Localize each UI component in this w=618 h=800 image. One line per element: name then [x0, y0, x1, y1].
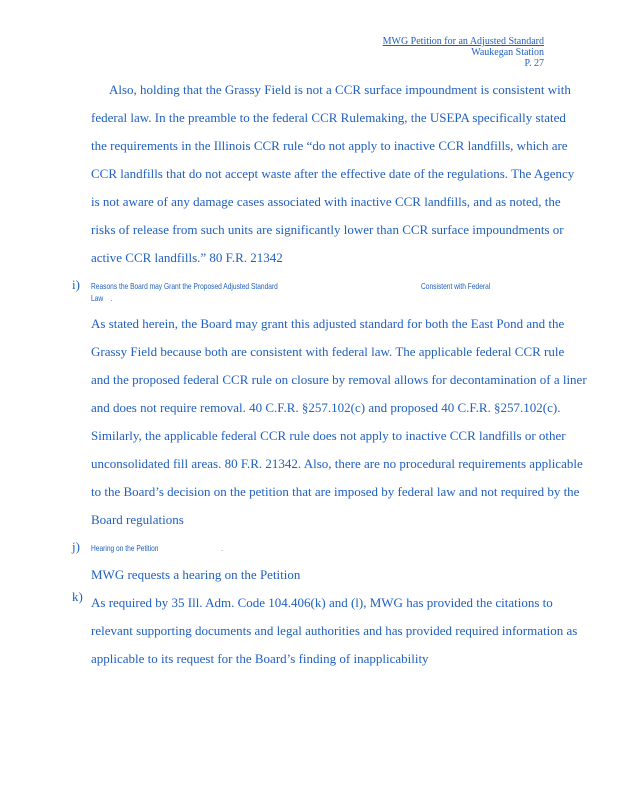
- text-line: MWG requests a hearing on the Petition: [91, 567, 301, 582]
- text-line: relevant supporting documents and legal authorities and has provided required information as: [91, 623, 578, 638]
- text-line: Also, holding that the Grassy Field is not a CCR surface impoundment is consistent with: [109, 82, 571, 97]
- text-line: Grassy Field because both are consistent with federal law. The applicable federal CCR rule: [91, 344, 565, 359]
- text-line: is not aware of any damage cases associated with inactive CCR landfills, and as noted, the: [91, 194, 561, 209]
- text-line: active CCR landfills.” 80 F.R. 21342: [91, 250, 283, 265]
- header-page-number: P. 27: [524, 58, 544, 69]
- section-j-body: [91, 561, 611, 589]
- text-line: Board regulations: [91, 512, 184, 527]
- section-marker-i: i): [72, 277, 80, 292]
- text-line: the requirements in the Illinois CCR rule “do not apply to inactive CCR landfills, which are: [91, 138, 568, 153]
- text-line: to the Board’s decision on the petition that are imposed by federal law and not required by the: [91, 484, 580, 499]
- paragraph-grassy-field: [91, 76, 611, 272]
- section-marker-j: j): [72, 539, 80, 554]
- section-j-heading-text: Hearing on the Petition: [91, 543, 159, 553]
- section-i-body: [91, 310, 611, 534]
- section-i-heading-right: Consistent with Federal: [421, 281, 491, 291]
- section-j-heading: Hearing on the Petition .: [91, 543, 223, 553]
- header-station: Waukegan Station: [471, 47, 544, 58]
- text-line: unconsolidated fill areas. 80 F.R. 21342. Also, there are no procedural requirements applicable: [91, 456, 583, 471]
- section-i-heading-law: Law: [91, 293, 104, 303]
- text-line: and the proposed federal CCR rule on closure by removal allows for decontamination of a liner: [91, 372, 587, 387]
- text-line: As stated herein, the Board may grant this adjusted standard for both the East Pond and the: [91, 316, 565, 331]
- section-i-heading-line2: Law .: [91, 293, 113, 303]
- section-marker-k: k): [72, 589, 83, 604]
- text-line: risks of release from such units are significantly lower than CCR surface impoundments or: [91, 222, 564, 237]
- header-title: MWG Petition for an Adjusted Standard: [382, 36, 544, 47]
- section-k-body: [91, 589, 611, 673]
- text-line: federal law. In the preamble to the federal CCR Rulemaking, the USEPA specifically stated: [91, 110, 566, 125]
- text-line: Similarly, the applicable federal CCR rule does not apply to inactive CCR landfills or other: [91, 428, 566, 443]
- section-i-heading-left: Reasons the Board may Grant the Proposed Adjusted Standard: [91, 281, 278, 291]
- text-line: and does not require removal. 40 C.F.R. §257.102(c) and proposed 40 C.F.R. §257.102(c).: [91, 400, 561, 415]
- text-line: CCR landfills that do not accept waste after the effective date of the regulations. The Agency: [91, 166, 575, 181]
- section-i-heading: [91, 281, 278, 292]
- text-line: applicable to its request for the Board’s finding of inapplicability: [91, 651, 429, 666]
- text-line: As required by 35 Ill. Adm. Code 104.406(k) and (l), MWG has provided the citations to: [91, 595, 553, 610]
- page-header: [383, 36, 544, 69]
